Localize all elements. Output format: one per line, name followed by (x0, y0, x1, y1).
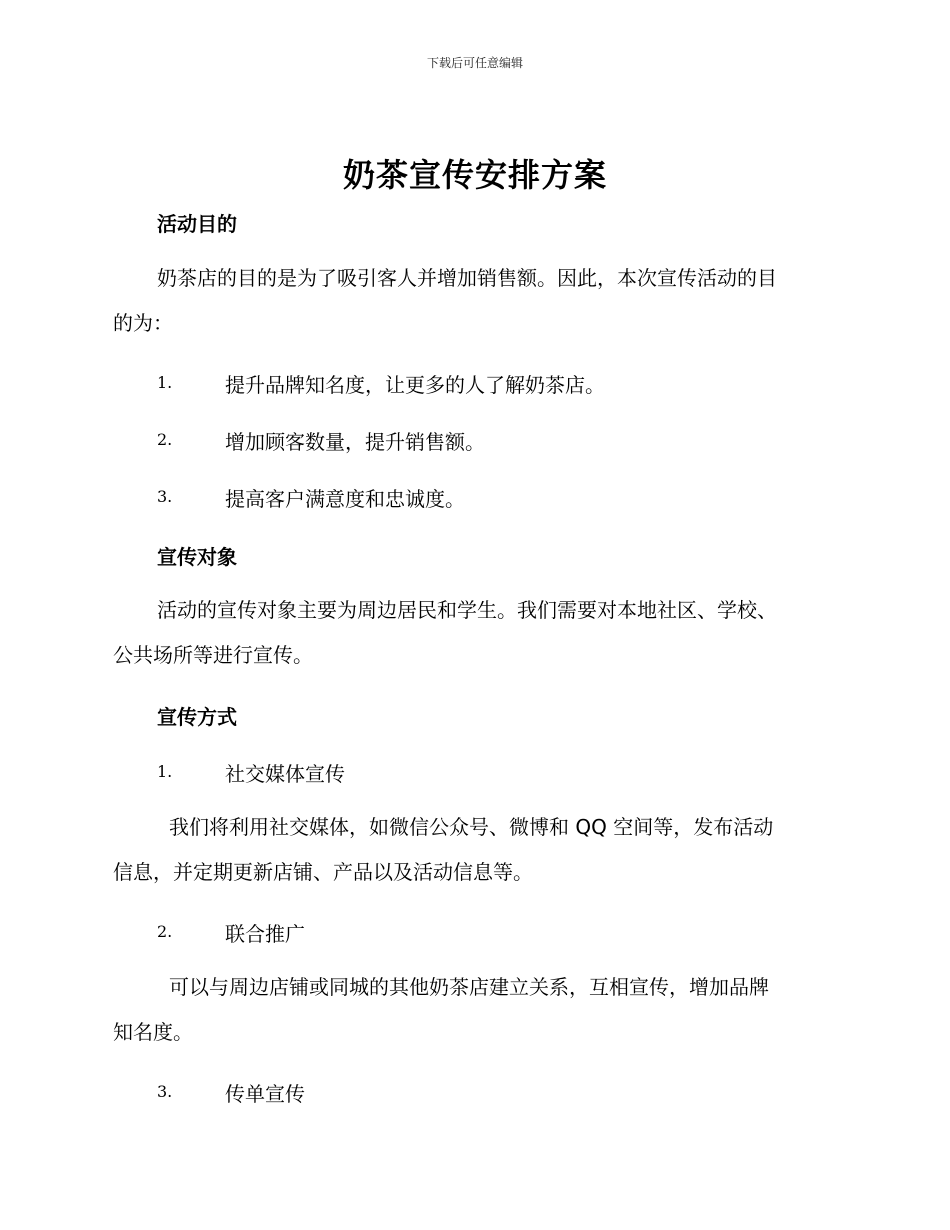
paragraph-line: 的为： (113, 311, 173, 335)
document-title: 奶茶宣传安排方案 (342, 156, 607, 194)
list-item-number: 1. (157, 762, 173, 781)
method-title: 传单宣传 (225, 1082, 305, 1106)
list-item-number: 3. (157, 1082, 173, 1101)
list-item-number: 3. (157, 487, 173, 506)
paragraph-line: 我们将利用社交媒体，如微信公众号、微博和 QQ 空间等，发布活动 (169, 815, 774, 839)
page-header: 下载后可任意编辑 (426, 56, 523, 70)
paragraph-line: 知名度。 (113, 1020, 193, 1044)
list-item-number: 2. (157, 430, 173, 449)
list-item-text: 提高客户满意度和忠诚度。 (225, 487, 465, 511)
paragraph-line: 公共场所等进行宣传。 (113, 643, 313, 667)
list-item-text: 增加顾客数量，提升销售额。 (225, 430, 485, 454)
paragraph-line: 信息，并定期更新店铺、产品以及活动信息等。 (113, 860, 533, 884)
paragraph-line: 活动的宣传对象主要为周边居民和学生。我们需要对本地社区、学校、 (157, 598, 777, 622)
list-item-number: 1. (157, 373, 173, 392)
list-item-number: 2. (157, 922, 173, 941)
paragraph-line: 奶茶店的目的是为了吸引客人并增加销售额。因此，本次宣传活动的目 (157, 266, 777, 290)
section-heading-audience: 宣传对象 (157, 545, 237, 569)
method-title: 联合推广 (225, 922, 305, 946)
section-heading-purpose: 活动目的 (157, 212, 237, 236)
section-heading-methods: 宣传方式 (157, 705, 237, 729)
method-title: 社交媒体宣传 (225, 762, 345, 786)
list-item-text: 提升品牌知名度，让更多的人了解奶茶店。 (225, 373, 605, 397)
paragraph-line: 可以与周边店铺或同城的其他奶茶店建立关系，互相宣传，增加品牌 (169, 975, 769, 999)
